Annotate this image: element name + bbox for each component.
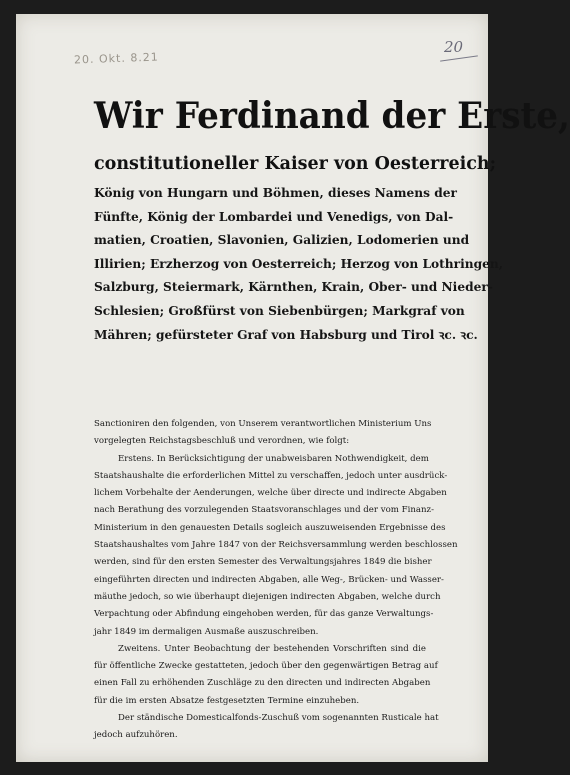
document-page <box>16 14 570 762</box>
body-line: nach Berathung des vorzulegenden Staatsvoranschlages und der vom Finanz- <box>94 505 434 516</box>
titles-line: Schlesien; Großfürst von Siebenbürgen; Markgraf von <box>94 303 465 318</box>
body-line-first-article: Erstens. In Berücksichtigung der unabweisbaren Nothwendigkeit, dem <box>118 453 429 464</box>
body-line: Sanctioniren den folgenden, von Unserem verantwortlichen Ministerium Uns <box>94 419 432 429</box>
pencil-date-note: 20. Okt. 8.21 <box>73 50 160 67</box>
titles-line: Mähren; gefürsteter Graf von Habsburg und Tirol ꝛc. ꝛc. <box>94 327 478 342</box>
page-number-underline <box>440 55 478 61</box>
body-line: Der ständische Domesticalfonds-Zuschuß vom sogenannten Rusticale hat <box>118 713 439 724</box>
decree-subtitle: constitutioneller Kaiser von Oesterreich; <box>94 154 497 174</box>
body-line: jedoch aufzuhören. <box>94 730 178 741</box>
body-line: Verpachtung oder Abfindung eingehoben werden, für das ganze Verwaltungs- <box>94 609 434 620</box>
body-line: mäuthe jedoch, so wie überhaupt diejenigen indirecten Abgaben, welche durch <box>94 591 441 602</box>
titles-line: Illirien; Erzherzog von Oesterreich; Herzog von Lothringen, <box>94 256 503 271</box>
body-line: vorgelegten Reichstagsbeschluß und verordnen, wie folgt: <box>94 436 350 447</box>
body-line: einen Fall zu erhöhenden Zuschläge zu den directen und indirecten Abgaben <box>94 678 431 689</box>
body-line: für öffentliche Zwecke gestatteten, jedoch über den gegenwärtigen Betrag auf <box>94 661 438 672</box>
imperial-titles <box>94 182 503 347</box>
titles-line: Salzburg, Steiermark, Kärnthen, Krain, Ober- und Nieder- <box>94 280 493 295</box>
body-line: Ministerium in den genauesten Details sogleich auszuweisenden Ergebnisse des <box>94 522 446 533</box>
body-line: jahr 1849 im dermaligen Ausmaße auszuschreiben. <box>94 626 319 637</box>
body-line: Staatshaushalte die erforderlichen Mittel zu verschaffen, jedoch unter ausdrück- <box>94 470 448 481</box>
decree-title: Wir Ferdinand der Erste, <box>94 95 570 137</box>
body-line: für die im ersten Absatze festgesetzten Termine einzuheben. <box>94 695 360 706</box>
body-line: eingeführten directen und indirecten Abgaben, alle Weg-, Brücken- und Wasser- <box>94 574 444 585</box>
body-line: Staatshaushaltes vom Jahre 1847 von der Reichsversammlung werden beschlossen <box>94 540 458 551</box>
titles-line: matien, Croatien, Slavonien, Galizien, Lodomerien und <box>94 233 470 248</box>
body-line-second-article: Zweitens. Unter Beobachtung der bestehenden Vorschriften sind die <box>118 643 426 654</box>
page-number: 20 <box>444 38 464 56</box>
titles-line: König von Hungarn und Böhmen, dieses Namens der <box>94 186 457 200</box>
body-line: lichem Vorbehalte der Aenderungen, welche über directe und indirecte Abgaben <box>94 488 447 499</box>
body-line: werden, sind für den ersten Semester des Verwaltungsjahres 1849 die bisher <box>94 557 432 568</box>
titles-line: Fünfte, König der Lombardei und Venedigs, von Dal- <box>94 209 454 224</box>
decree-body <box>94 416 458 745</box>
